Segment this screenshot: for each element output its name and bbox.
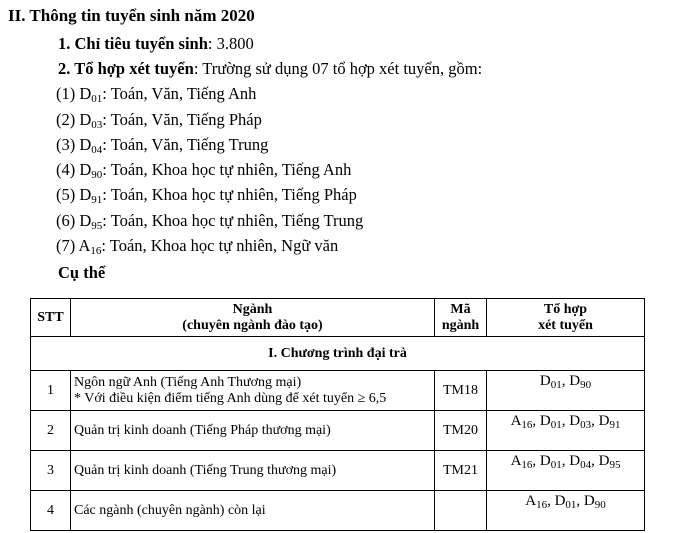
combo-subjects: : Toán, Văn, Tiếng Anh	[102, 84, 257, 103]
combo-code-letter: D	[598, 453, 610, 469]
row-code: TM20	[435, 411, 487, 451]
combo-code	[584, 493, 606, 509]
details-label: Cụ thể	[58, 263, 106, 282]
combo-letter: D	[79, 211, 92, 230]
combo-subjects: : Toán, Văn, Tiếng Trung	[102, 135, 269, 154]
combo-separator: ,	[561, 413, 570, 429]
row-major-name: Ngôn ngữ Anh (Tiếng Anh Thương mại)	[74, 374, 302, 390]
quota-label: 1. Chỉ tiêu tuyển sinh	[58, 34, 208, 53]
section-heading: II. Thông tin tuyển sinh năm 2020	[8, 6, 255, 25]
combo-code-subscript: 95	[609, 459, 621, 471]
combo-item	[56, 84, 256, 104]
table-row	[31, 411, 645, 451]
combo-code	[540, 413, 562, 429]
combo-code	[599, 453, 621, 469]
combo-code-letter: D	[554, 493, 566, 509]
combo-code-subscript: 90	[580, 379, 592, 391]
header-stt: STT	[31, 299, 71, 337]
table-header-row	[31, 299, 645, 337]
admissions-table	[30, 298, 645, 531]
combo-number: (7)	[56, 236, 76, 255]
table-row	[31, 491, 645, 531]
combo-code	[511, 453, 533, 469]
quota-value: : 3.800	[207, 34, 254, 53]
combo-code-subscript: 01	[550, 459, 562, 471]
combo-number: (2)	[56, 110, 76, 129]
combo-code-subscript: 16	[521, 419, 533, 431]
header-code	[435, 299, 487, 337]
row-combo	[487, 371, 645, 411]
combo-code-letter: D	[569, 453, 581, 469]
combo-item	[56, 211, 363, 231]
header-combo-line1: Tổ hợp	[543, 301, 588, 317]
combo-code-subscript: 91	[609, 419, 621, 431]
combo-code-letter: D	[598, 413, 610, 429]
combo-code	[540, 453, 562, 469]
row-code: TM18	[435, 371, 487, 411]
combo-code	[511, 413, 533, 429]
combo-separator: ,	[591, 413, 599, 429]
combo-separator: ,	[591, 453, 599, 469]
combo-letter: D	[79, 135, 92, 154]
combo-subscript: 16	[90, 245, 102, 257]
header-major-line1: Ngành	[232, 301, 273, 317]
combo-code-subscript: 16	[536, 499, 548, 511]
header-major-line2: (chuyên ngành đào tạo)	[182, 317, 323, 333]
combo-separator: ,	[547, 493, 555, 509]
combo-code-subscript: 03	[580, 419, 592, 431]
combo-separator: ,	[532, 413, 540, 429]
combo-number: (1)	[56, 84, 76, 103]
combo-subjects: : Toán, Khoa học tự nhiên, Ngữ văn	[101, 236, 339, 255]
row-combo	[487, 411, 645, 451]
combo-code-subscript: 04	[580, 459, 592, 471]
combo-letter: D	[79, 84, 92, 103]
combo-number: (4)	[56, 160, 76, 179]
combo-code-letter: D	[539, 413, 551, 429]
combo-item	[56, 110, 262, 130]
combo-letter: A	[78, 236, 91, 255]
row-stt: 3	[31, 451, 71, 491]
combo-code-subscript: 01	[550, 379, 562, 391]
combos-intro-line	[58, 59, 482, 79]
header-code-line2: ngành	[441, 317, 480, 333]
row-code: TM21	[435, 451, 487, 491]
combo-letter: D	[79, 185, 92, 204]
row-major: Quản trị kinh doanh (Tiếng Trung thương mại)	[71, 451, 435, 491]
combos-intro-value: : Trường sử dụng 07 tổ hợp xét tuyển, gồm:	[193, 59, 483, 78]
combo-code-subscript: 01	[550, 419, 562, 431]
combo-subscript: 90	[91, 169, 103, 181]
combo-item	[56, 135, 268, 155]
combo-item	[56, 236, 338, 256]
combo-code-letter: D	[583, 493, 595, 509]
combo-separator: ,	[532, 453, 540, 469]
combo-code	[569, 453, 591, 469]
row-code	[435, 491, 487, 531]
quota-line	[58, 34, 254, 54]
row-stt: 2	[31, 411, 71, 451]
combo-subjects: : Toán, Văn, Tiếng Pháp	[102, 110, 262, 129]
combo-code-subscript: 01	[565, 499, 577, 511]
combo-number: (5)	[56, 185, 76, 204]
combo-item	[56, 185, 357, 205]
table-row	[31, 451, 645, 491]
combo-code	[540, 373, 562, 389]
combo-number: (3)	[56, 135, 76, 154]
header-combo-line2: xét tuyển	[538, 317, 593, 333]
combo-code-letter: A	[510, 413, 522, 429]
row-combo	[487, 491, 645, 531]
combo-subscript: 91	[91, 194, 103, 206]
combo-subscript: 04	[91, 144, 103, 156]
combo-subjects: : Toán, Khoa học tự nhiên, Tiếng Pháp	[102, 185, 357, 204]
combo-code-subscript: 90	[594, 499, 606, 511]
combo-separator: ,	[576, 493, 584, 509]
combo-subscript: 95	[91, 220, 103, 232]
row-stt: 4	[31, 491, 71, 531]
combo-subscript: 03	[91, 119, 103, 131]
combo-code-letter: D	[569, 413, 581, 429]
header-combo	[487, 299, 645, 337]
row-major	[71, 371, 435, 411]
section-row	[31, 337, 645, 371]
combo-letter: D	[79, 110, 92, 129]
combo-subscript: 01	[91, 93, 103, 105]
combo-subjects: : Toán, Khoa học tự nhiên, Tiếng Anh	[102, 160, 352, 179]
table-row	[31, 371, 645, 411]
header-major	[71, 299, 435, 337]
row-major-note: * Với điều kiện điểm tiếng Anh dùng để xét tuyển ≥ 6,5	[74, 390, 387, 406]
combo-separator: ,	[561, 373, 570, 389]
combo-code-letter: A	[510, 453, 522, 469]
combo-code-letter: D	[539, 453, 551, 469]
combo-code-letter: D	[539, 373, 551, 389]
header-code-line1: Mã	[450, 301, 471, 317]
combo-code	[555, 493, 577, 509]
combo-code	[525, 493, 547, 509]
combo-item	[56, 160, 351, 180]
combo-code	[599, 413, 621, 429]
combo-code-letter: A	[525, 493, 537, 509]
row-major: Các ngành (chuyên ngành) còn lại	[71, 491, 435, 531]
combo-number: (6)	[56, 211, 76, 230]
combo-code-letter: D	[569, 373, 581, 389]
combos-intro-label: 2. Tổ hợp xét tuyển	[58, 59, 194, 78]
combo-code	[569, 373, 591, 389]
row-combo	[487, 451, 645, 491]
combo-separator: ,	[561, 453, 570, 469]
row-major: Quản trị kinh doanh (Tiếng Pháp thương mại)	[71, 411, 435, 451]
combo-code	[569, 413, 591, 429]
combo-letter: D	[79, 160, 92, 179]
combo-subjects: : Toán, Khoa học tự nhiên, Tiếng Trung	[102, 211, 364, 230]
row-stt: 1	[31, 371, 71, 411]
combo-code-subscript: 16	[521, 459, 533, 471]
section-title: I. Chương trình đại trà	[31, 337, 645, 371]
